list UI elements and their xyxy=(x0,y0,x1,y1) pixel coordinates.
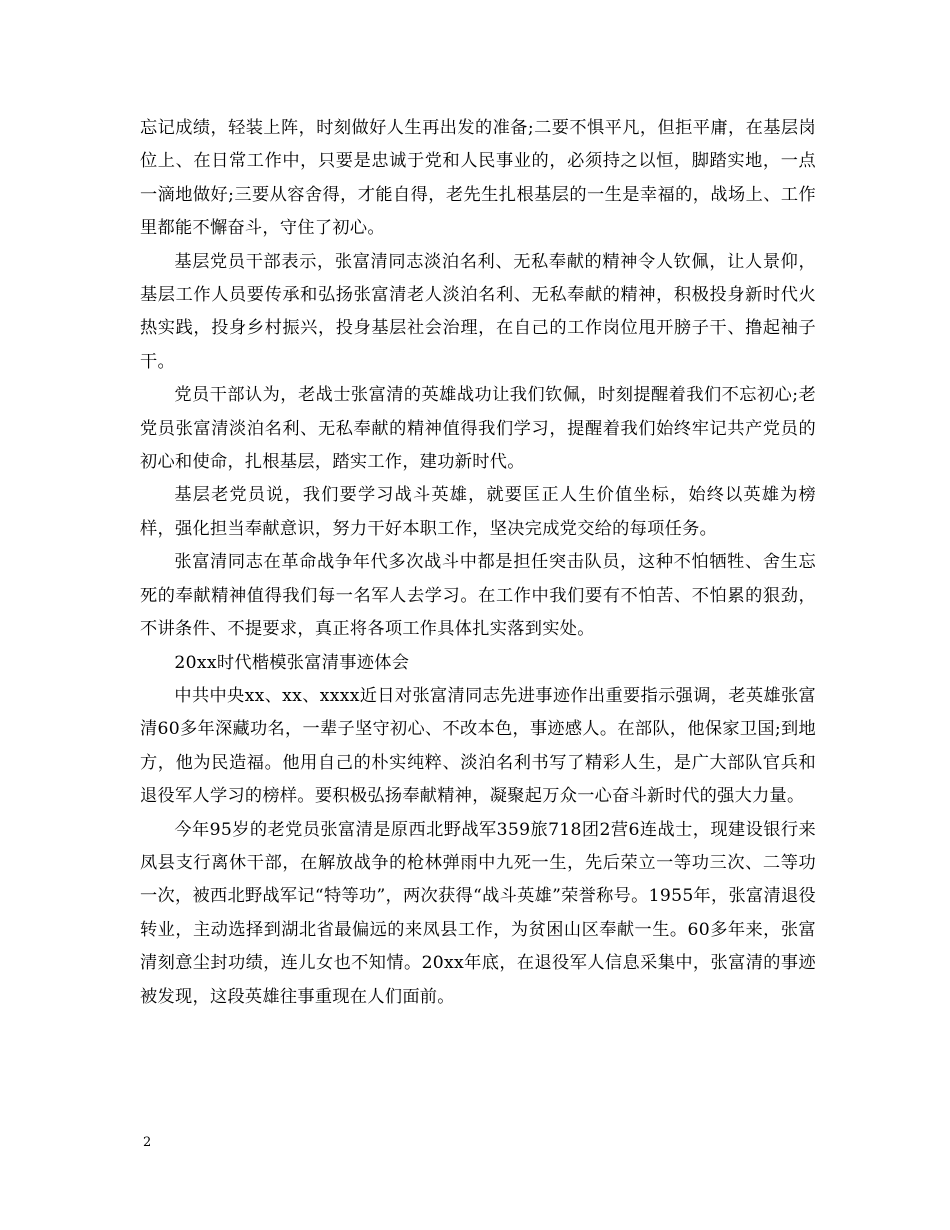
paragraph-central-instruction: 中共中央xx、xx、xxxx近日对张富清同志先进事迹作出重要指示强调，老英雄张富清60多年深藏功名，一辈子坚守初心、不改本色，事迹感人。在部队，他保家卫国;到地方，他为民造福。他用自己的朴实纯粹、淡泊名利书写了精彩人生，是广大部队官兵和退役军人学习的榜样。要积极弘扬奉献精神，凝聚起万众一心奋斗新时代的强大力量。 xyxy=(140,685,816,807)
paragraph-continuation: 忘记成绩，轻装上阵，时刻做好人生再出发的准备;二要不惧平凡，但拒平庸，在基层岗位上、在日常工作中，只要是忠诚于党和人民事业的，必须持之以恒，脚踏实地，一点一滴地做好;三要从容舍得，才能自得，老先生扎根基层的一生是幸福的，战场上、工作里都能不懈奋斗，守住了初心。 xyxy=(140,118,816,239)
paragraph-party-cadres: 党员干部认为，老战士张富清的英雄战功让我们钦佩，时刻提醒着我们不忘初心;老党员张富清淡泊名利、无私奉献的精神值得我们学习，提醒着我们始终牢记共产党员的初心和使命，扎根基层，踏实工作，建功新时代。 xyxy=(140,385,816,473)
paragraph-veteran-members: 基层老党员说，我们要学习战斗英雄，就要匡正人生价值坐标，始终以英雄为榜样，强化担当奉献意识，努力干好本职工作，坚决完成党交给的每项任务。 xyxy=(140,485,816,539)
paragraph-grassroots-cadres: 基层党员干部表示，张富清同志淡泊名利、无私奉献的精神令人钦佩，让人景仰，基层工作人员要传承和弘扬张富清老人淡泊名利、无私奉献的精神，积极投身新时代火热实践，投身乡村振兴，投身基层社会治理，在自己的工作岗位甩开膀子干、撸起袖子干。 xyxy=(140,251,816,372)
page-number: 2 xyxy=(143,1135,152,1150)
section-heading: 20xx时代楷模张富清事迹体会 xyxy=(174,652,410,673)
paragraph-biography: 今年95岁的老党员张富清是原西北野战军359旅718团2营6连战士，现建设银行来凤县支行离休干部，在解放战争的枪林弹雨中九死一生，先后荣立一等功三次、二等功一次，被西北野战军记“特等功”，两次获得“战斗英雄”荣誉称号。1955年，张富清退役转业，主动选择到湖北省最偏远的来凤县工作，为贫困山区奉献一生。60多年来，张富清刻意尘封功绩，连儿女也不知情。20xx年底，在退役军人信息采集中，张富清的事迹被发现，这段英雄往事重现在人们面前。 xyxy=(140,819,816,1007)
document-body xyxy=(140,112,816,1014)
paragraph-military-spirit: 张富清同志在革命战争年代多次战斗中都是担任突击队员，这种不怕牺牲、舍生忘死的奉献精神值得我们每一名军人去学习。在工作中我们要有不怕苦、不怕累的狠劲，不讲条件、不提要求，真正将各项工作具体扎实落到实处。 xyxy=(140,552,816,640)
